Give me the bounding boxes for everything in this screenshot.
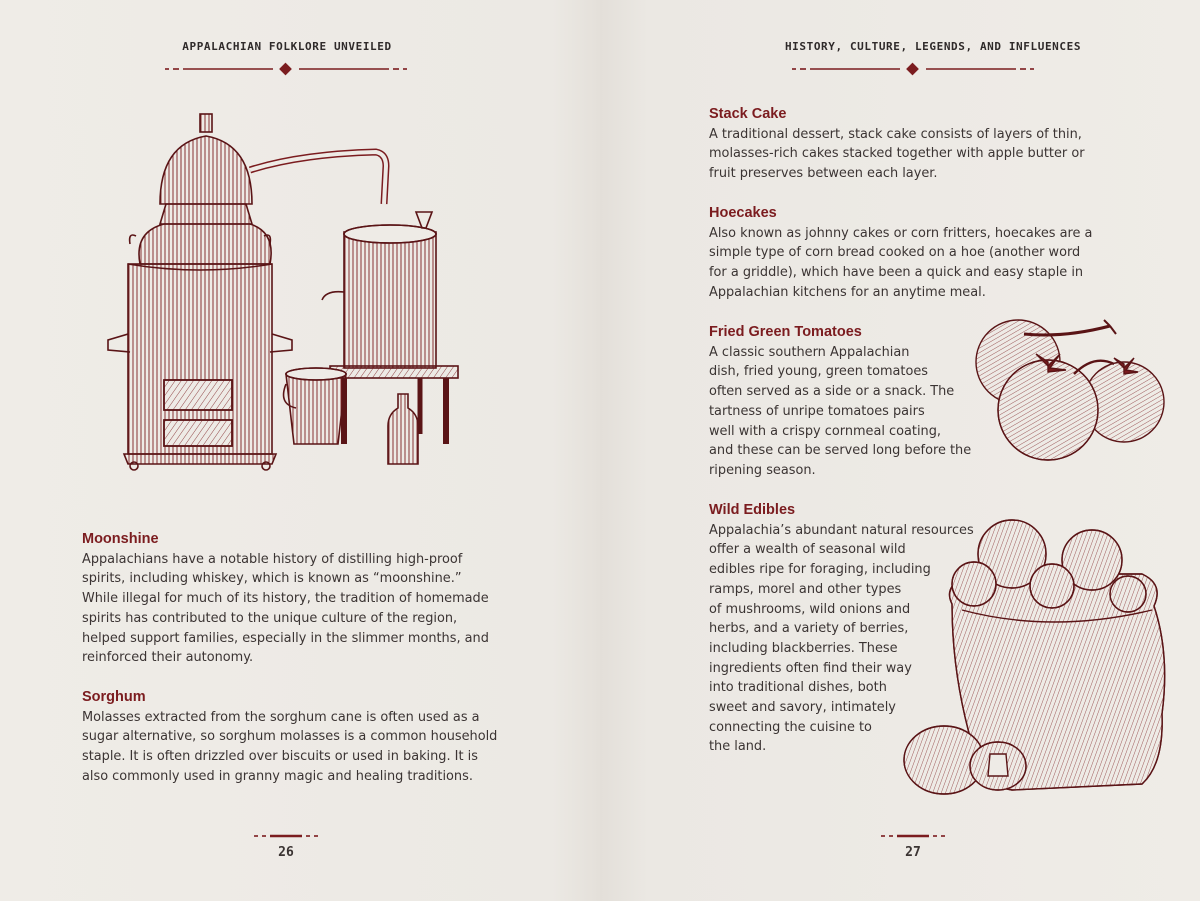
folio-ornament-right [881,826,945,845]
running-head-left: APPALACHIAN FOLKLORE UNVEILED [182,40,392,53]
section-heading: Hoecakes [709,205,777,221]
header-ornament-right [792,62,1034,76]
page-number-left: 26 [278,845,294,860]
section-body: A classic southern Appalachian dish, fried young, green tomatoes often served as a side or a snack. The tartness of unripe tomatoes pairs well with a crispy cornmeal coating, and these can be served long before the ripening season. [709,344,972,478]
section-body: A traditional dessert, stack cake consists of layers of thin, molasses-rich cakes stacked together with apple butter or fruit preserves between each layer. [709,126,1085,182]
section-body: Molasses extracted from the sorghum cane is often used as a sugar alternative, so sorghum molasses is a common household staple. It is often drizzled over biscuits or used in baking. It is also commonly used in granny magic and healing traditions. [82,709,498,784]
page-number-right: 27 [905,845,921,860]
section-heading: Sorghum [82,689,146,705]
section-stack-cake [709,105,1085,184]
section-body: Also known as johnny cakes or corn fritters, hoecakes are a simple type of corn bread cooked on a hoe (another word for a griddle), which have been a quick and easy staple in Appalachian kitchens for an anytime meal. [709,225,1093,300]
section-fried-green-tomatoes [709,323,971,481]
section-heading: Fried Green Tomatoes [709,324,862,340]
section-body: Appalachians have a notable history of distilling high-proof spirits, including whiskey, which is known as “moonshine.” While illegal for much of its history, the tradition of homemade spirits has contributed to the unique culture of the region, helped support families, especially in the slimmer months, and reinforced their autonomy. [82,551,489,666]
section-sorghum [82,688,497,787]
section-moonshine [82,530,489,668]
moonshine-still-illustration [100,104,470,476]
mushroom-sack-illustration [902,514,1172,804]
running-head-right: HISTORY, CULTURE, LEGENDS, AND INFLUENCES [784,40,1082,53]
tomato-vine-illustration [974,314,1174,464]
section-body: Appalachia’s abundant natural resources offer a wealth of seasonal wild edibles ripe for foraging, including ramps, morel and other types of mushrooms, wild onions and herbs, and a variety of berries, including blackberries. These ingredients often find their way into traditional dishes, both sweet and savory, intimately connecting the cuisine to the land. [709,522,974,755]
header-ornament-left [165,62,407,76]
section-heading: Wild Edibles [709,502,796,518]
section-hoecakes [709,204,1092,303]
right-page [600,0,1200,901]
section-heading: Moonshine [82,531,159,547]
section-heading: Stack Cake [709,106,787,122]
folio-ornament-left [254,826,318,845]
